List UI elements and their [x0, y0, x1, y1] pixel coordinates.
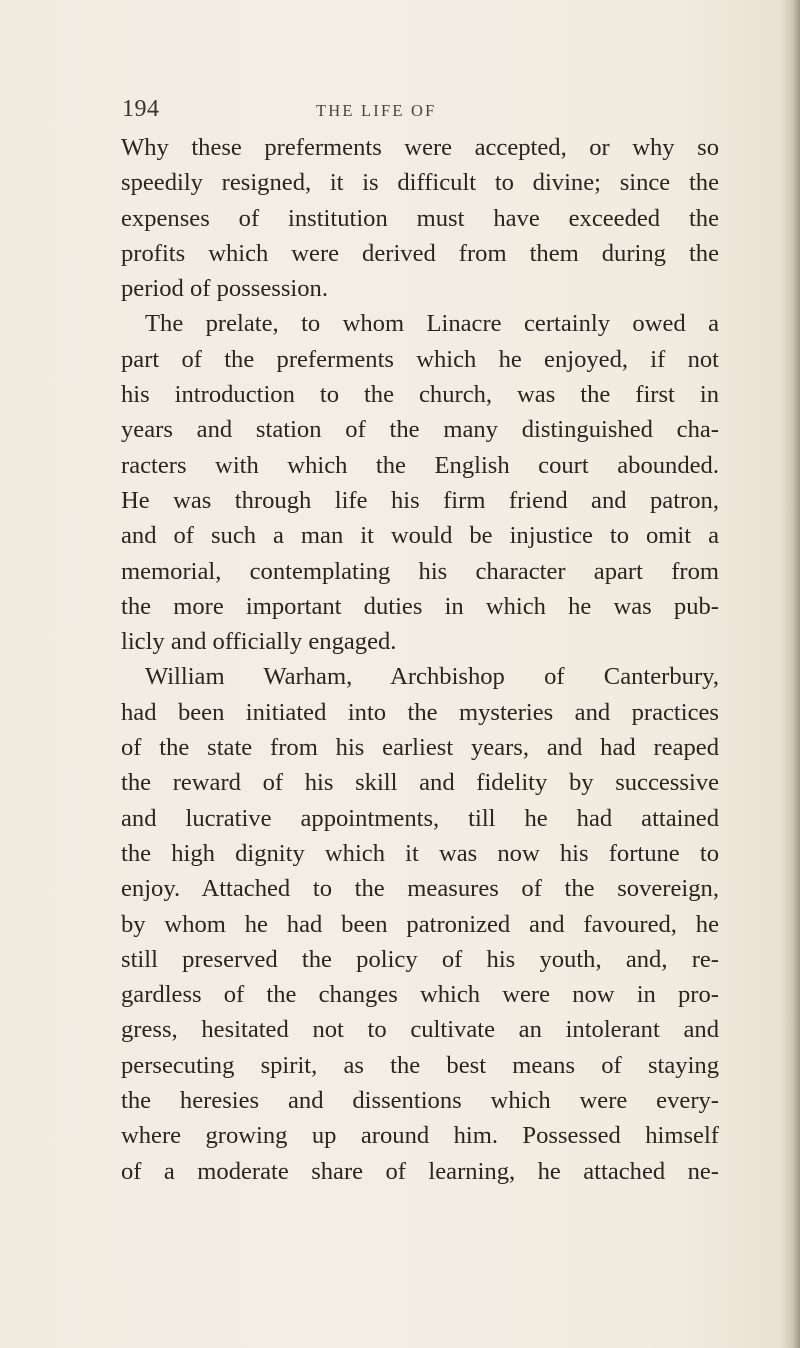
text-line: gress, hesitated not to cultivate an intolerant and [121, 1016, 719, 1044]
text-line: profits which were derived from them during the [121, 239, 719, 267]
text-line: memorial, contemplating his character apart from [121, 557, 719, 585]
text-line: where growing up around him. Possessed himself [121, 1122, 719, 1150]
text-line: and of such a man it would be injustice to omit a [121, 522, 719, 550]
text-line: of a moderate share of learning, he attached ne- [121, 1157, 719, 1185]
page-number: 194 [122, 96, 160, 122]
text-line: the heresies and dissentions which were every- [121, 1087, 719, 1115]
text-line: The prelate, to whom Linacre certainly owed a [145, 310, 719, 338]
text-line: years and station of the many distinguished cha- [121, 416, 719, 444]
running-head [0, 94, 800, 124]
text-line: of the state from his earliest years, and had reaped [121, 734, 719, 762]
text-line: the high dignity which it was now his fortune to [121, 839, 719, 867]
text-line: gardless of the changes which were now in pro- [121, 981, 719, 1009]
text-line: by whom he had been patronized and favoured, he [121, 910, 719, 938]
text-line: speedily resigned, it is difficult to divine; since the [121, 169, 719, 197]
text-line: licly and officially engaged. [121, 628, 397, 656]
running-head-title: THE LIFE OF [316, 101, 437, 120]
text-line: still preserved the policy of his youth, and, re- [121, 945, 719, 973]
text-line: Why these preferments were accepted, or why so [121, 134, 719, 161]
body-text [121, 130, 719, 1189]
text-line: racters with which the English court abounded. [121, 451, 719, 479]
text-line: had been initiated into the mysteries and practices [121, 698, 719, 726]
page-edge-shadow [782, 0, 800, 1348]
text-line: persecuting spirit, as the best means of staying [121, 1051, 719, 1079]
text-line: and lucrative appointments, till he had attained [121, 804, 719, 832]
text-line: the reward of his skill and fidelity by successive [121, 769, 719, 797]
text-line: period of possession. [121, 275, 328, 303]
text-line: expenses of institution must have exceeded the [121, 204, 719, 232]
text-line: part of the preferments which he enjoyed, if not [121, 345, 719, 373]
text-line: He was through life his firm friend and patron, [121, 486, 719, 514]
text-line: enjoy. Attached to the measures of the sovereign, [121, 875, 719, 903]
text-line: William Warham, Archbishop of Canterbury, [145, 663, 719, 691]
text-line: the more important duties in which he was pub- [121, 592, 719, 620]
text-line: his introduction to the church, was the first in [121, 381, 719, 409]
